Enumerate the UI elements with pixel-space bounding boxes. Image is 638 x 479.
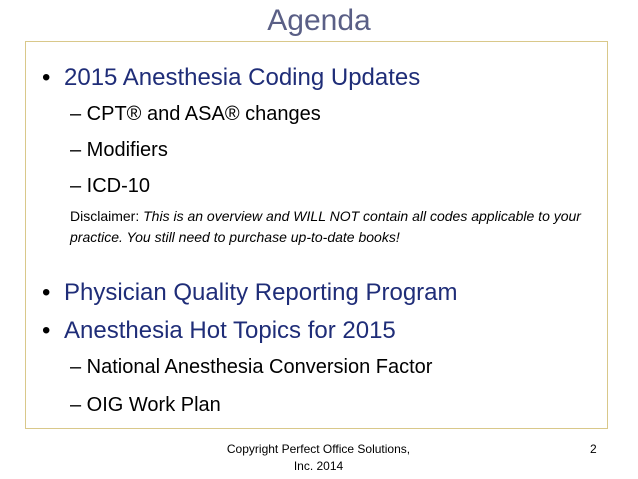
bullet-text: 2015 Anesthesia Coding Updates xyxy=(64,64,421,91)
disclaimer xyxy=(70,206,600,248)
footer-copyright xyxy=(200,441,437,475)
bullet-icon: • xyxy=(42,317,51,344)
sub-item-oig-work-plan: – OIG Work Plan xyxy=(70,394,221,416)
slide-title: Agenda xyxy=(267,4,371,37)
disclaimer-text: This is an overview and WILL NOT contain all codes applicable to your practice. You still need to purchase up-to-date books! xyxy=(70,208,581,245)
bullet-icon: • xyxy=(42,64,51,91)
sub-item-icd10: – ICD-10 xyxy=(70,175,151,197)
bullet-coding-updates xyxy=(42,63,420,93)
bullet-text: Anesthesia Hot Topics for 2015 xyxy=(64,317,396,344)
footer-line-2: Inc. 2014 xyxy=(293,459,344,473)
sub-item-conversion-factor: – National Anesthesia Conversion Factor xyxy=(70,356,433,378)
bullet-icon: • xyxy=(42,279,51,306)
bullet-pqrs xyxy=(42,278,458,308)
page-number: 2 xyxy=(590,442,597,456)
sub-item-modifiers: – Modifiers xyxy=(70,139,168,161)
bullet-text: Physician Quality Reporting Program xyxy=(64,279,458,306)
sub-item-cpt-asa: – CPT® and ASA® changes xyxy=(70,103,321,125)
bullet-hot-topics xyxy=(42,316,396,346)
footer-line-1: Copyright Perfect Office Solutions, xyxy=(226,442,411,456)
content-box xyxy=(25,41,608,429)
disclaimer-label: Disclaimer: xyxy=(70,208,144,224)
